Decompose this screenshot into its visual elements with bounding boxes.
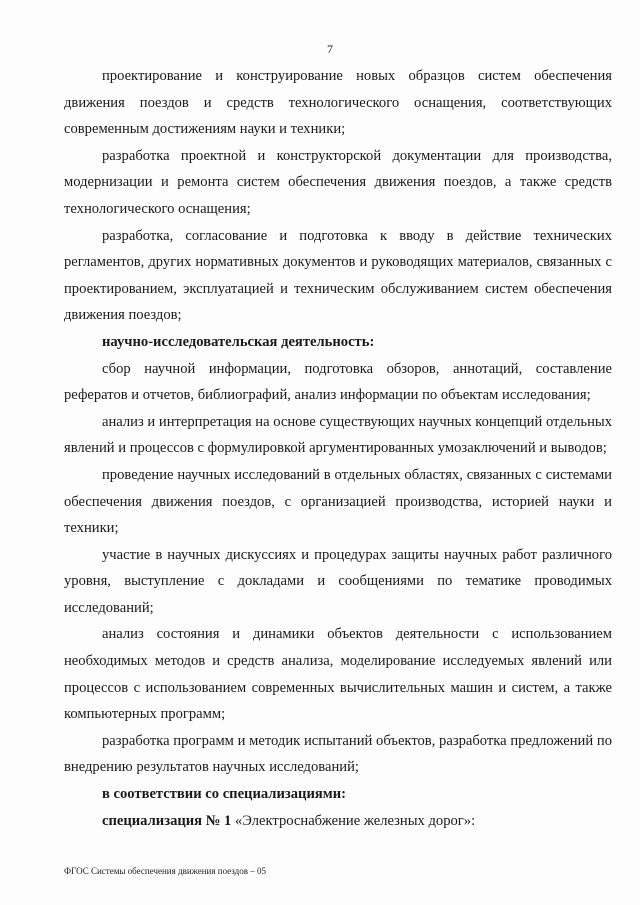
paragraph-research: проведение научных исследований в отдельных областях, связанных с системами обеспечения движения поездов, с организацией производства, историей науки и техники; bbox=[64, 466, 612, 537]
paragraph-discussions: участие в научных дискуссиях и процедурах защиты научных работ различного уровня, выступление с докладами и сообщениями по тематике проводимых исследований; bbox=[64, 546, 612, 616]
heading-specializations: в соответствии со специализациями: bbox=[102, 786, 346, 803]
paragraph-design: проектирование и конструирование новых образцов систем обеспечения движения поездов и средств технологического оснащения, соответствующих современным достижениям науки и техники; bbox=[64, 68, 612, 138]
paragraph-state-analysis: анализ состояния и динамики объектов деятельности с использованием необходимых методов и средств анализа, моделирование исследуемых явлений или процессов с использованием современных вычислительных машин и систем, а также компьютерных программ; bbox=[64, 626, 612, 723]
heading-research-activity: научно-исследовательская деятельность: bbox=[102, 333, 375, 350]
specialization-line bbox=[64, 808, 612, 835]
paragraph-analysis: анализ и интерпретация на основе существующих научных концепций отдельных явлений и процессов с формулировкой аргументированных умозаключений и выводов; bbox=[64, 413, 612, 457]
paragraph-test-methods: разработка программ и методик испытаний объектов, разработка предложений по внедрению результатов научных исследований; bbox=[64, 732, 612, 776]
paragraph-info-collection: сбор научной информации, подготовка обзоров, аннотаций, составление рефератов и отчетов, библиографий, анализ информации по объектам исследования; bbox=[64, 360, 612, 404]
paragraph-documentation: разработка проектной и конструкторской документации для производства, модернизации и ремонта систем обеспечения движения поездов, а также средств технологического оснащения; bbox=[64, 147, 612, 217]
specialization-label: специализация № 1 bbox=[102, 812, 232, 829]
specialization-text: «Электроснабжение железных дорог»: bbox=[231, 812, 476, 829]
page-number: 7 bbox=[327, 42, 333, 56]
footer-text: ФГОС Системы обеспечения движения поездов – 05 bbox=[64, 866, 267, 876]
paragraph-regulations: разработка, согласование и подготовка к вводу в действие технических регламентов, других нормативных документов и руководящих материалов, связанных с проектированием, эксплуатацией и техническим обслуживанием систем обеспечения движения поездов; bbox=[64, 227, 612, 324]
body-text bbox=[64, 63, 612, 834]
